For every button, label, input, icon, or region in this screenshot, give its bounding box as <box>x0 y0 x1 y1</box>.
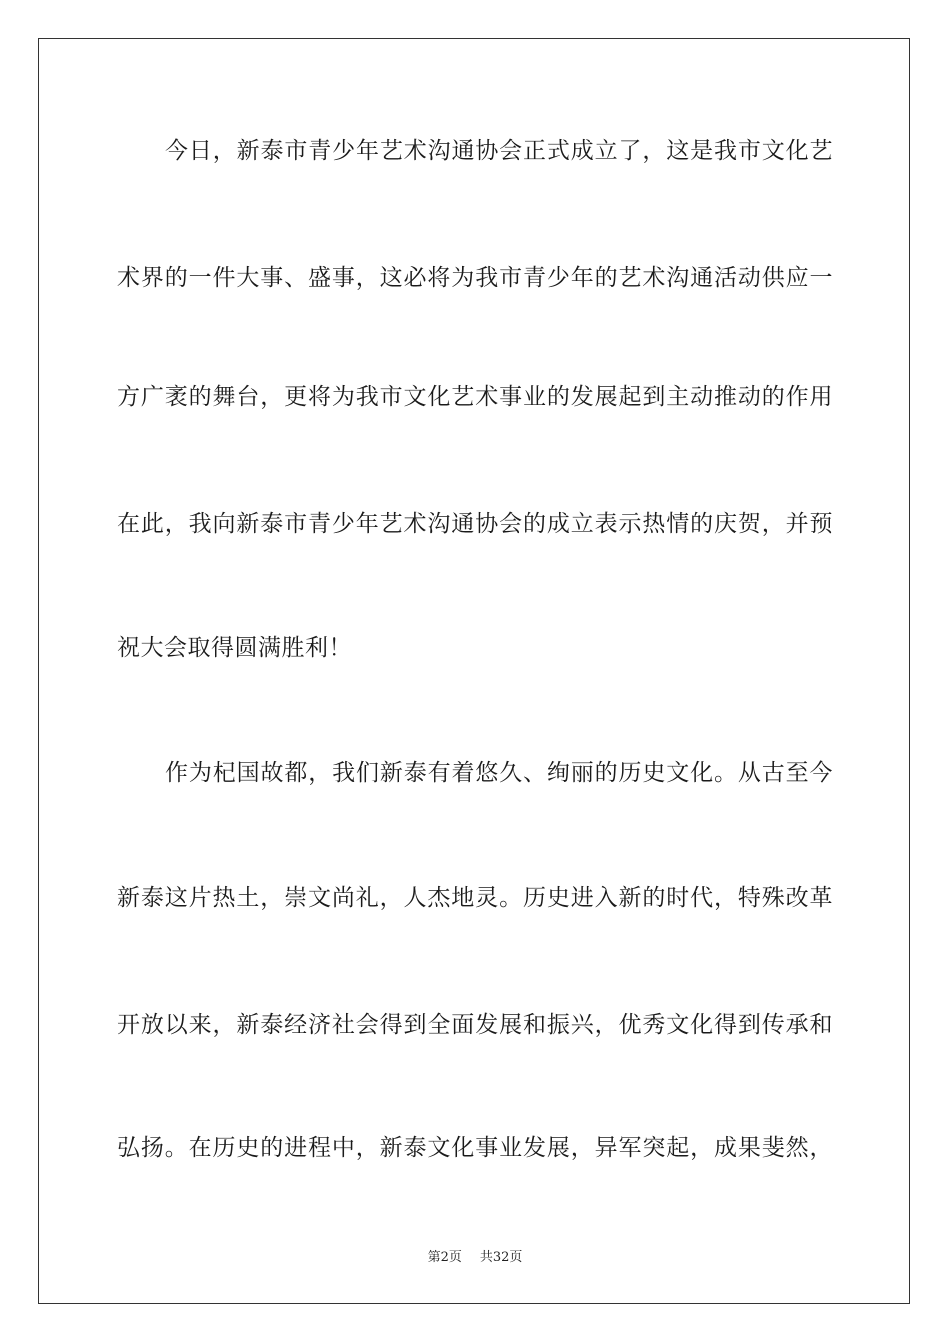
paragraph-line: 祝大会取得圆满胜利！ <box>117 635 352 661</box>
page-number: 第2页 <box>427 1250 462 1265</box>
page-total: 共32页 <box>479 1250 523 1265</box>
paragraph-line: 在此，我向新泰市青少年艺术沟通协会的成立表示热情的庆贺，并预 <box>117 511 833 537</box>
paragraph-line: 术界的一件大事、盛事，这必将为我市青少年的艺术沟通活动供应一 <box>117 265 833 291</box>
paragraph-line: 开放以来，新泰经济社会得到全面发展和振兴，优秀文化得到传承和 <box>117 1012 833 1038</box>
paragraph-line: 弘扬。在历史的进程中，新泰文化事业发展，异军突起，成果斐然， <box>117 1135 833 1161</box>
page-border <box>38 38 910 1304</box>
paragraph-line: 作为杞国故都，我们新泰有着悠久、绚丽的历史文化。从古至今 <box>165 760 833 786</box>
paragraph-line: 方广袤的舞台，更将为我市文化艺术事业的发展起到主动推动的作用 <box>117 384 833 410</box>
paragraph-line: 今日，新泰市青少年艺术沟通协会正式成立了，这是我市文化艺 <box>165 138 833 164</box>
page-footer <box>0 1246 950 1265</box>
paragraph-line: 新泰这片热土，崇文尚礼，人杰地灵。历史进入新的时代，特殊改革 <box>117 885 833 911</box>
